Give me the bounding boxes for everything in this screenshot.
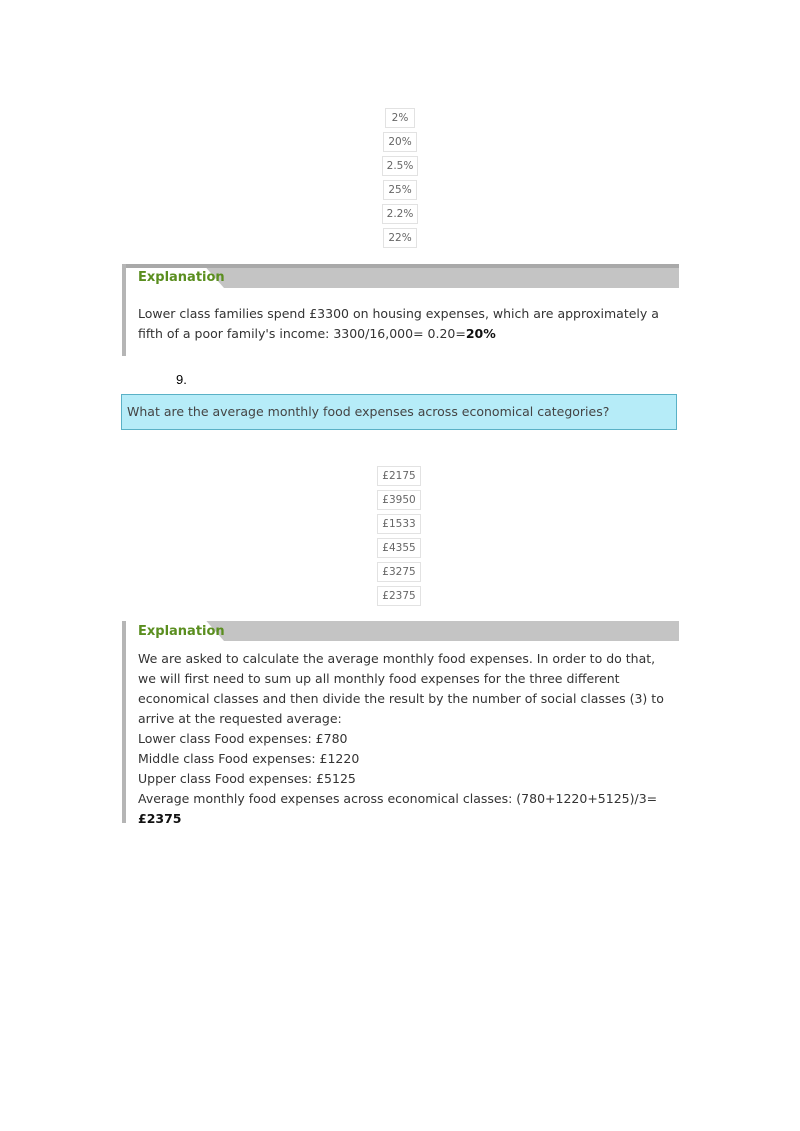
explanation-text: [138, 304, 673, 344]
answer-option[interactable]: £1533: [377, 514, 421, 534]
answer-option[interactable]: 2.2%: [382, 204, 419, 224]
answer-option[interactable]: £2175: [377, 466, 421, 486]
answer-option[interactable]: 22%: [383, 228, 416, 248]
question-box: What are the average monthly food expenses across economical categories?: [121, 394, 677, 430]
explanation-panel: [122, 621, 679, 826]
explanation-title: Explanation: [138, 270, 225, 285]
q8-answer-options: [380, 108, 420, 252]
answer-option[interactable]: 2.5%: [382, 156, 419, 176]
answer-option[interactable]: £2375: [377, 586, 421, 606]
explanation-line: Middle class Food expenses: £1220: [138, 751, 360, 766]
explanation-answer: £2375: [138, 811, 182, 826]
answer-option[interactable]: £4355: [377, 538, 421, 558]
explanation-panel: [122, 264, 679, 356]
answer-option[interactable]: £3950: [377, 490, 421, 510]
explanation-paragraph: We are asked to calculate the average monthly food expenses. In order to do that, we will first need to sum up all monthly food expenses for the three different economical classes and then divide the result by the number of social classes (3) to arrive at the requested average:: [138, 651, 664, 726]
explanation-line: Upper class Food expenses: £5125: [138, 771, 356, 786]
answer-option[interactable]: 20%: [383, 132, 416, 152]
explanation-answer: 20%: [465, 326, 496, 341]
explanation-text: [138, 649, 668, 829]
answer-option[interactable]: £3275: [377, 562, 421, 582]
answer-option[interactable]: 25%: [383, 180, 416, 200]
q9-answer-options: [374, 466, 424, 610]
explanation-title: Explanation: [138, 624, 225, 639]
explanation-left-rule: [122, 621, 126, 823]
explanation-line: Average monthly food expenses across economical classes: (780+1220+5125)/3=: [138, 791, 658, 806]
explanation-sentence: Lower class families spend £3300 on housing expenses, which are approximately a fifth of a poor family's income: 3300/16,000= 0.20=: [138, 306, 659, 341]
explanation-line: Lower class Food expenses: £780: [138, 731, 348, 746]
answer-option[interactable]: 2%: [385, 108, 415, 128]
question-number: 9.: [176, 372, 187, 387]
